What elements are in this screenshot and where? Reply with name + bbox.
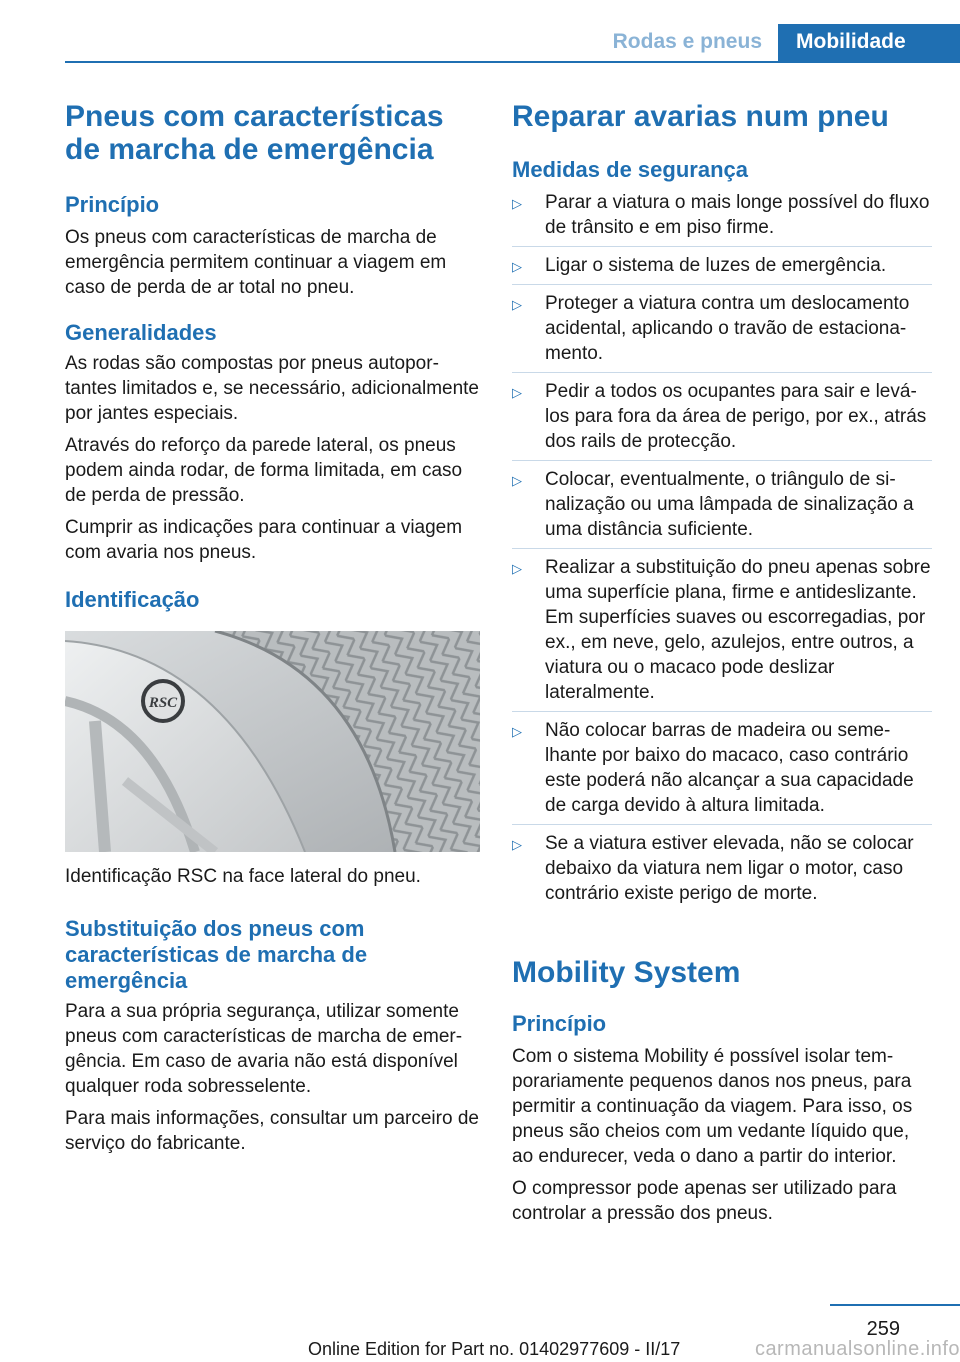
run-flat-title: Pneus com características de marcha de emergência: [65, 100, 444, 166]
tire-figure: [65, 631, 480, 852]
repair-title: Reparar avarias num pneu: [512, 100, 889, 133]
triangle-bullet-icon: ▷: [512, 259, 522, 274]
mobility-title: Mobility System: [512, 956, 741, 989]
chapter-tab[interactable]: Mobilidade: [778, 24, 960, 61]
general-paragraph-1: As rodas são compostas por pneus autoportantes limitados e, se necessário, adicionalmente por jantes especiais.: [65, 353, 480, 424]
general-paragraph-3: Cumprir as indicações para continuar a viagem com avaria nos pneus.: [65, 517, 463, 563]
page-number: 259: [866, 1318, 900, 1340]
general-paragraph-2: Através do reforço da parede lateral, os pneus podem ainda rodar, de forma limitada, em caso de perda de pressão.: [65, 435, 463, 506]
list-item: ▷ Parar a viatura o mais longe possível do fluxo de trânsito e em piso firme.: [512, 192, 930, 238]
triangle-bullet-icon: ▷: [512, 837, 522, 852]
identification-heading: Identificação: [65, 587, 200, 612]
replacement-paragraph-2: Para mais informações, consultar um parceiro de serviço do fabricante.: [65, 1108, 479, 1154]
mobility-paragraph-1: Com o sistema Mobility é possível isolar temporariamente pequenos danos nos pneus, para permitir a continuação da viagem. Para isso, os pneus são cheios com um vedante líquido que, ao endurecer, veda o dano a partir do interior.: [512, 1046, 913, 1167]
safety-heading: Medidas de segurança: [512, 157, 748, 182]
safety-list: [512, 190, 932, 912]
list-item: ▷ Proteger a viatura contra um deslocamento acidental, aplicando o travão de estacionamento.: [512, 284, 932, 372]
triangle-bullet-icon: ▷: [512, 724, 522, 739]
section-tab[interactable]: Rodas e pneus: [612, 30, 762, 53]
watermark: carmanualsonline.info: [754, 1338, 960, 1360]
list-item: ▷ Não colocar barras de madeira ou semelhante por baixo do macaco, caso contrário este poderá não alcançar a sua capacidade de carga devido à altura limitada.: [512, 711, 932, 824]
replacement-heading: Substituição dos pneus com características de marcha de emergência: [65, 916, 368, 993]
principle-heading: Princípio: [65, 192, 160, 217]
right-column: [512, 100, 932, 1226]
footer-rule: [830, 1304, 960, 1306]
header-tabs: [613, 24, 960, 61]
left-column: [65, 100, 480, 1156]
replacement-paragraph-1: Para a sua própria segurança, utilizar somente pneus com características de marcha de emergência. Em caso de avaria não está disponível qualquer roda sobresselente.: [65, 1001, 463, 1097]
list-item: ▷ Colocar, eventualmente, o triângulo de sinalização ou uma lâmpada de sinalização a uma distância suficiente.: [512, 460, 932, 548]
principle-text: Os pneus com características de marcha de emergência permitem continuar a viagem em caso de perda de ar total no pneu.: [65, 227, 447, 298]
triangle-bullet-icon: ▷: [512, 385, 522, 400]
list-item: ▷ Pedir a todos os ocupantes para sair e levá-los para fora da área de perigo, por ex., atrás dos rails de protecção.: [512, 372, 932, 460]
triangle-bullet-icon: ▷: [512, 297, 522, 312]
triangle-bullet-icon: ▷: [512, 196, 522, 211]
list-item: ▷ Ligar o sistema de luzes de emergência.: [512, 246, 932, 284]
list-item: ▷ Se a viatura estiver elevada, não se colocar debaixo da viatura nem ligar o motor, caso contrário existe perigo de morte.: [512, 824, 932, 912]
mobility-paragraph-2: O compressor pode apenas ser utilizado para controlar a pressão dos pneus.: [512, 1178, 897, 1224]
edition-note: Online Edition for Part no. 01402977609 - II/17: [308, 1339, 681, 1359]
triangle-bullet-icon: ▷: [512, 473, 522, 488]
list-item: ▷ Realizar a substituição do pneu apenas sobre uma superfície plana, firme e antideslizante. Em superfícies suaves ou escorregadias, por ex., em neve, gelo, azulejos, entre outros, a viatura ou o macaco pode deslizar lateralmente.: [512, 548, 932, 711]
header-rule: [65, 61, 960, 63]
general-heading: Generalidades: [65, 320, 217, 345]
rsc-logo-text: RSC: [148, 695, 178, 711]
triangle-bullet-icon: ▷: [512, 561, 522, 576]
tire-illustration: [65, 631, 480, 852]
figure-caption: Identificação RSC na face lateral do pneu.: [65, 866, 421, 887]
mobility-principle-heading: Princípio: [512, 1011, 607, 1036]
